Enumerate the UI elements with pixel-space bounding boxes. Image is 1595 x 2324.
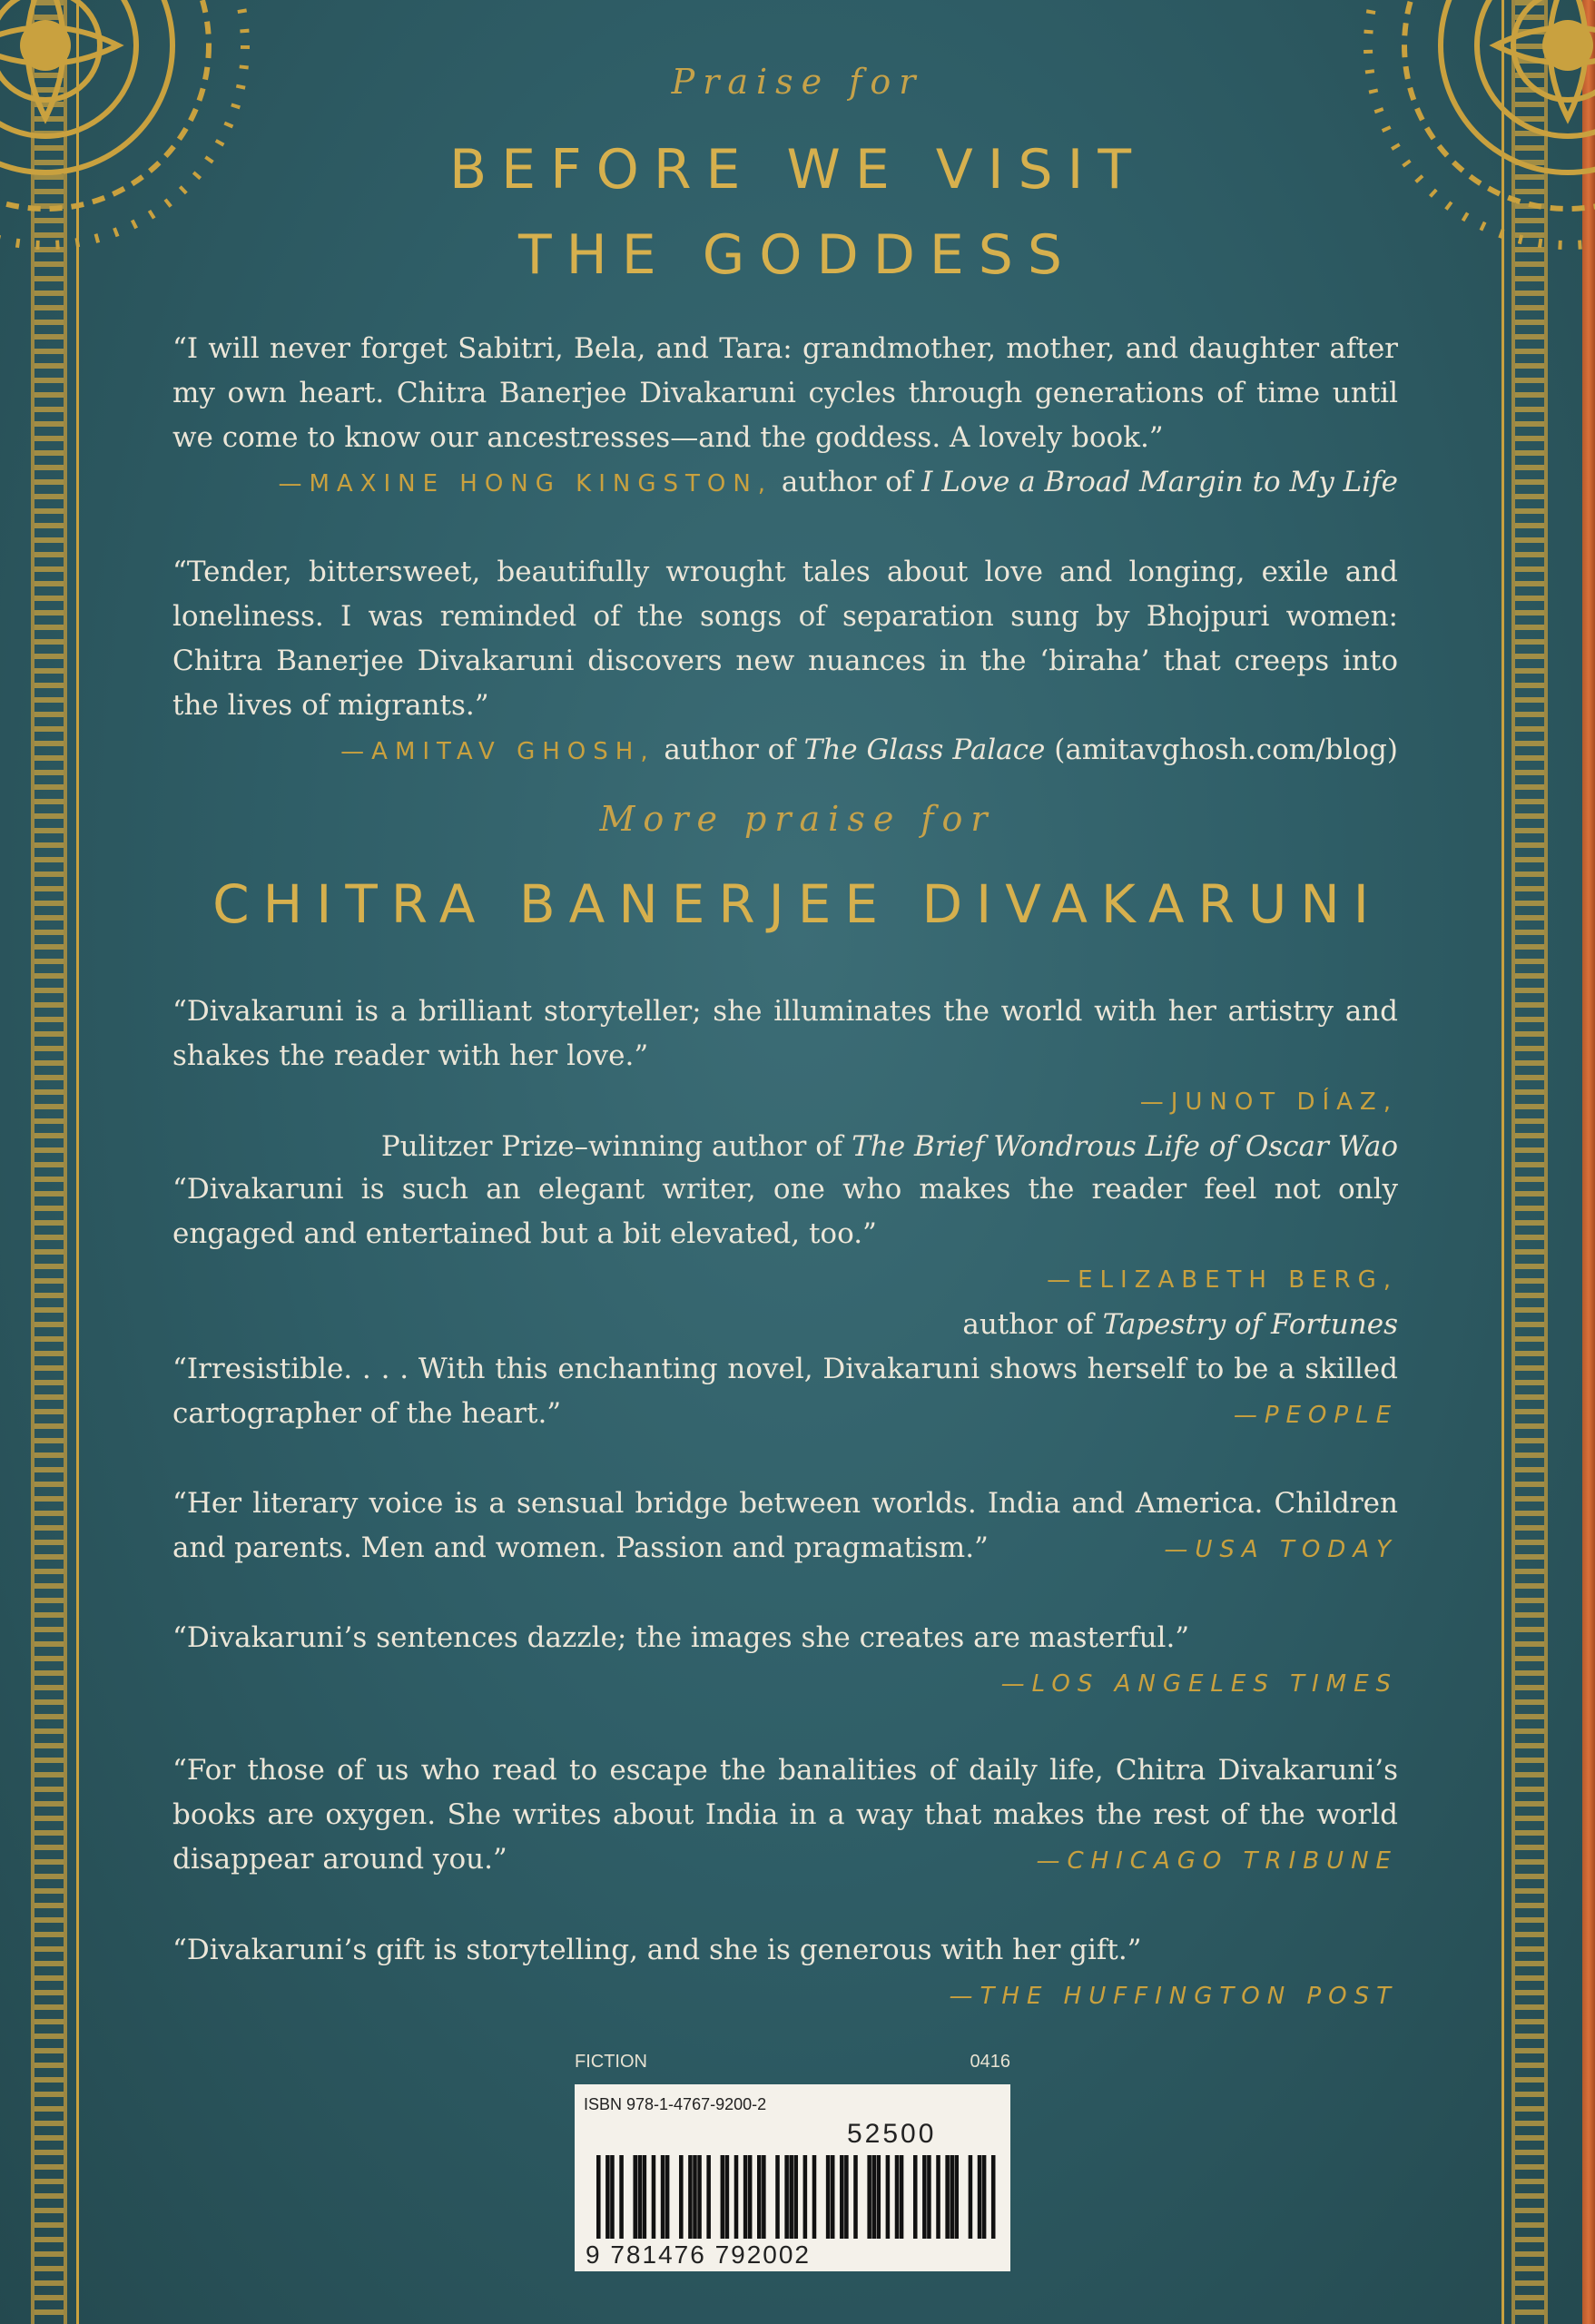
right-border-ornament [1511,0,1548,2324]
book-reference: The Glass Palace [803,734,1046,766]
barcode-bar [922,2155,927,2239]
reviewer-name: —THE HUFFINGTON POST [949,1983,1398,2010]
barcode-bar [775,2155,780,2239]
genre-label: FICTION [575,2052,647,2072]
barcode-bar [638,2155,643,2239]
barcode-bar [757,2155,762,2239]
quote-text: “For those of us who read to escape the banalities of daily life, Chitra Divakaruni’s books are oxygen. She writes about India in a way that makes the rest of the world disappear around you.” [172,1754,1398,1876]
quote-attribution [172,1660,1398,1707]
reviewer-name: —ELIZABETH BERG, [1047,1266,1398,1294]
praise-quote [172,1482,1398,1572]
quote-text: “Divakaruni is a brilliant storyteller; she illuminates the world with her artistry and shakes the reader with her love.” [172,995,1398,1072]
barcode-bar [950,2155,954,2239]
praise-quote [172,990,1398,1169]
barcode-bar [706,2155,711,2239]
praise-quote [172,1748,1398,1884]
barcode-bar [969,2155,973,2239]
barcode-bar [886,2155,891,2239]
cover-edge [1582,0,1595,2324]
quote-attribution [172,460,1398,507]
quote-attribution [172,728,1398,774]
praise-for-label: Praise for [671,62,924,102]
book-reference: Tapestry of Fortunes [1102,1308,1398,1341]
quote-attribution [172,1303,1398,1347]
reviewer-name: —JUNOT DÍAZ, [1139,1088,1398,1116]
barcode-bar [762,2155,766,2239]
reviewer-name: —CHICAGO TRIBUNE [1036,1847,1398,1875]
barcode-bar [840,2155,844,2239]
praise-quote [172,550,1398,774]
barcode-bar [844,2155,849,2239]
barcode-bar [982,2155,987,2239]
barcode-bar [978,2155,982,2239]
quote-text: “Her literary voice is a sensual bridge between worlds. India and America. Children and parents. Men and women. Passion and pragmatism.” [172,1487,1398,1564]
barcode-bar [991,2155,996,2239]
book-reference: The Brief Wondrous Life of Oscar Wao [852,1130,1398,1163]
barcode-bar [725,2155,730,2239]
barcode-bar [697,2155,702,2239]
barcode-bar [665,2155,670,2239]
barcode-bar [826,2155,831,2239]
price-code: 52500 [847,2119,937,2149]
barcode-bar [619,2155,624,2239]
quote-text: “Tender, bittersweet, beautifully wrought tales about love and longing, exile and loneliness. I was reminded of the songs of separation sung by Bhojpuri women: Chitra Banerjee Divakaruni discovers new nuances in the ‘biraha’ that creeps into the lives of migrants.” [172,556,1398,722]
praise-quote [172,327,1398,507]
barcode-bar [606,2155,610,2239]
reviewer-name: —MAXINE HONG KINGSTON, [278,470,773,497]
attribution-text: author of [655,734,804,766]
attribution-text: author of [773,466,922,498]
reviewer-name: —USA TODAY [1164,1536,1398,1563]
barcode-bar [871,2155,876,2239]
barcode-block [575,2052,1010,2270]
quote-text: “Divakaruni is such an elegant writer, one who makes the reader feel not only engaged and entertained but a bit elevated, too.” [172,1173,1398,1250]
isbn-text: ISBN 978-1-4767-9200-2 [584,2095,767,2113]
barcode-bar [927,2155,931,2239]
book-title-line: BEFORE WE VISIT [449,138,1146,202]
quote-text: “I will never forget Sabitri, Bela, and Tara: grandmother, mother, and daughter after my own heart. Chitra Banerjee Divakaruni cycles through generations of time until we come to know our ancestresses—and the goddess. A lovely book.” [172,332,1398,454]
barcode-bar [688,2155,693,2239]
barcode-bar [954,2155,959,2239]
attribution-text: (amitavghosh.com/blog) [1045,734,1398,766]
barcode-header [575,2052,1010,2081]
barcode-bar [945,2155,950,2239]
quote-text: “Irresistible. . . . With this enchanting novel, Divakaruni shows herself to be a skilled cartographer of the heart.” [172,1353,1398,1430]
barcode-bar [877,2155,881,2239]
reviewer-name: —LOS ANGELES TIMES [1000,1670,1398,1698]
barcode-bar [803,2155,808,2239]
quote-attribution [172,1973,1398,2019]
barcode-bar [679,2155,684,2239]
praise-quote [172,1347,1398,1438]
book-title [0,127,1595,298]
barcode-bar [633,2155,637,2239]
quote-text: “Divakaruni’s sentences dazzle; the images she creates are masterful.” [172,1621,1190,1654]
barcode-bar [900,2155,904,2239]
more-praise-label: More praise for [599,799,996,839]
barcode-bar [643,2155,647,2239]
book-reference: I Love a Broad Margin to My Life [921,466,1398,498]
left-border-ornament [31,0,67,2324]
barcode-bar [895,2155,900,2239]
barcode-bar [748,2155,753,2239]
barcode-bar [596,2155,601,2239]
barcode-bar [652,2155,656,2239]
praise-quote [172,1167,1398,1347]
barcode-bar [661,2155,665,2239]
barcode-bar [721,2155,725,2239]
author-name-title: CHITRA BANERJEE DIVAKARUNI [212,873,1383,935]
barcode-bar [743,2155,748,2239]
print-code: 0416 [970,2052,1010,2072]
quote-attribution [172,1078,1398,1125]
barcode-bar [812,2155,817,2239]
barcode-bar [693,2155,697,2239]
book-title-line: THE GODDESS [518,223,1077,287]
barcode-bar [789,2155,793,2239]
praise-quote [172,1928,1398,2019]
barcode-bar [831,2155,835,2239]
barcode-bar [936,2155,940,2239]
reviewer-name: —AMITAV GHOSH, [340,738,655,765]
barcode-digits: 9 781476 792002 [586,2240,811,2269]
barcode-label [575,2084,1010,2271]
attribution-text: author of [962,1308,1103,1341]
barcode-bar [913,2155,918,2239]
barcode-bar [853,2155,858,2239]
praise-quote [172,1616,1398,1707]
attribution-text: Pulitzer Prize–winning author of [380,1130,852,1163]
quote-attribution [172,1256,1398,1303]
barcode-bar [734,2155,739,2239]
barcode-bar [610,2155,615,2239]
reviewer-name: —PEOPLE [1233,1402,1398,1429]
right-border-rule [1501,0,1504,2324]
barcode-bar [867,2155,871,2239]
barcode-bar [784,2155,789,2239]
barcode-bar [793,2155,798,2239]
barcode-icon [596,2155,996,2239]
left-border-rule [76,0,79,2324]
quote-attribution [172,1125,1398,1169]
quote-text: “Divakaruni’s gift is storytelling, and she is generous with her gift.” [172,1934,1142,1966]
